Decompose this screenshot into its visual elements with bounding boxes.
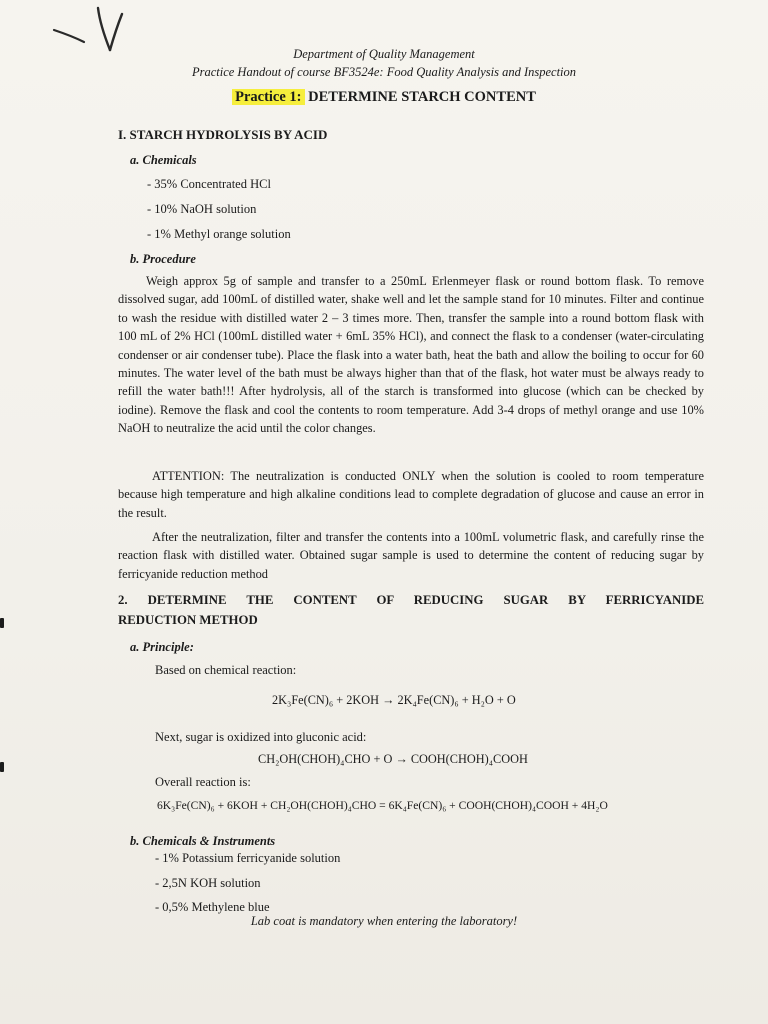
instrument-item: - 1% Potassium ferricyanide solution xyxy=(155,851,341,865)
instrument-item: - 0,5% Methylene blue xyxy=(155,900,270,914)
reaction-1: 2K₃Fe(CN)₆ + 2KOH → 2K₄Fe(CN)₆ + H₂O + O xyxy=(272,693,516,707)
overall-text: Overall reaction is: xyxy=(155,775,251,789)
section1-heading: I. STARCH HYDROLYSIS BY ACID xyxy=(118,127,328,142)
chemical-item: - 35% Concentrated HCl xyxy=(147,177,271,191)
footer-note: Lab coat is mandatory when entering the laboratory! xyxy=(250,914,518,928)
instrument-item: - 2,5N KOH solution xyxy=(155,876,261,890)
department-line: Department of Quality Management xyxy=(293,47,475,61)
section2-heading-line1: 2. DETERMINE THE CONTENT OF REDUCING SUGAR BY FERRICYANIDE xyxy=(118,593,704,607)
procedure-paragraph: Weigh approx 5g of sample and transfer to a 250mL Erlenmeyer flask or round bottom flask. To remove dissolved sugar, add 100mL of distilled water, shake well and let the sample stand for 10 minutes. Filter and continue to wash the residue with distilled water 2 – 3 times more. Then, transfer the sample into a round bottom flask with 100 mL of 2% HCl (100mL distilled water + 6mL 35% HCl), and connect the flask to a condenser (water-circulating condenser or air condenser tube). Place the flask into a water bath, heat the bath and allow the boiling to occur for 60 minutes. The water level of the bath must be always higher than that of the flask, hot water must be always ready to refill the water bath!!! After hydrolysis, all of the starch is transformed into glucose (which can be checked by iodine). Remove the flask and cool the contents to room temperature. Add 3-4 drops of methyl orange and use 10% NaOH to neutralize the acid until the color changes. xyxy=(118,274,704,436)
section2-heading-line2: REDUCTION METHOD xyxy=(118,613,258,627)
chemicals-heading: a. Chemicals xyxy=(130,153,197,167)
next-text: Next, sugar is oxidized into gluconic acid: xyxy=(155,730,367,744)
practice-topic: DETERMINE STARCH CONTENT xyxy=(308,89,536,105)
course-line: Practice Handout of course BF3524e: Food Quality Analysis and Inspection xyxy=(191,65,577,79)
chemical-item: - 1% Methyl orange solution xyxy=(147,227,291,241)
reaction-3: 6K₃Fe(CN)₆ + 6KOH + CH₂OH(CHOH)₄CHO = 6K₄Fe(CN)₆ + COOH(CHOH)₄COOH + 4H₂O xyxy=(157,799,608,812)
edge-mark xyxy=(0,618,4,628)
procedure-heading: b. Procedure xyxy=(130,252,196,266)
chemicals-instruments-heading: b. Chemicals & Instruments xyxy=(130,834,276,848)
reaction-2: CH₂OH(CHOH)₄CHO + O → COOH(CHOH)₄COOH xyxy=(258,752,528,766)
page-title xyxy=(0,89,768,106)
principle-heading: a. Principle: xyxy=(130,640,194,654)
attention-paragraph: ATTENTION: The neutralization is conducted ONLY when the solution is cooled to room temperature because high temperature and high alkaline conditions lead to complete degradation of glucose and cause an error in the result. xyxy=(118,469,704,520)
practice-label: Practice 1: xyxy=(232,89,304,105)
chemical-item: - 10% NaOH solution xyxy=(147,202,257,216)
edge-mark xyxy=(0,762,4,772)
based-on-text: Based on chemical reaction: xyxy=(155,663,297,677)
after-neutralization-paragraph: After the neutralization, filter and transfer the contents into a 100mL volumetric flask, and carefully rinse the reaction flask with distilled water. Obtained sugar sample is used to determine the content of reducing sugar by ferricyanide reduction method xyxy=(118,530,704,581)
